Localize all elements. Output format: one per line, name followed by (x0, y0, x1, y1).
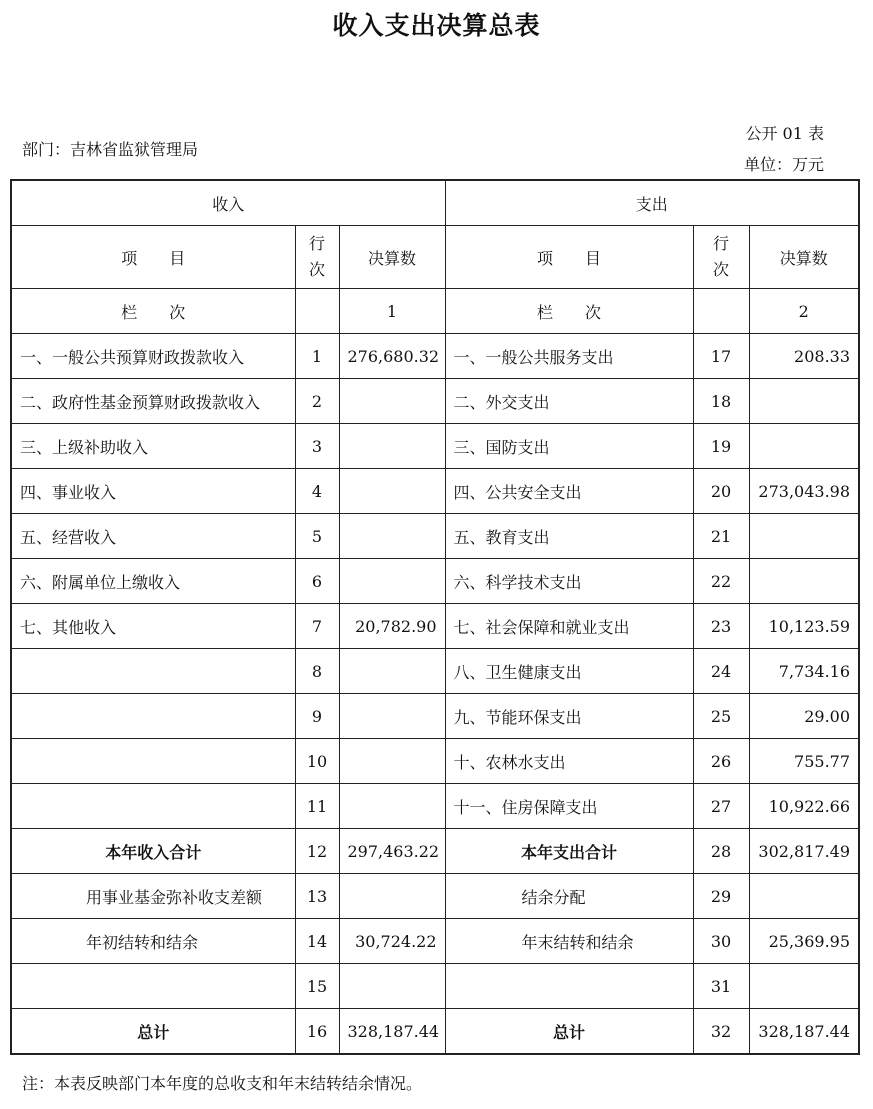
income-item: 用事业基金弥补收支差额 (11, 874, 295, 919)
expense-item (445, 964, 693, 1009)
table-row (11, 559, 859, 604)
income-amount (339, 739, 445, 784)
expense-amount (749, 559, 859, 604)
income-row-no: 14 (295, 919, 339, 964)
expense-amount: 29.00 (749, 694, 859, 739)
expense-row-no: 21 (693, 514, 749, 559)
expense-item: 结余分配 (445, 874, 693, 919)
income-row-no: 8 (295, 649, 339, 694)
income-row-no: 13 (295, 874, 339, 919)
table-row (11, 694, 859, 739)
income-amount (339, 784, 445, 829)
expense-amount: 25,369.95 (749, 919, 859, 964)
expense-item: 八、卫生健康支出 (445, 649, 693, 694)
total-row: 总计 16 328,187.44 总计 32 328,187.44 (11, 1009, 859, 1055)
table-row (11, 514, 859, 559)
expense-amount (749, 424, 859, 469)
expense-amount: 208.33 (749, 334, 859, 379)
income-amount (339, 424, 445, 469)
expense-amount: 273,043.98 (749, 469, 859, 514)
income-row-no: 7 (295, 604, 339, 649)
expense-row-no: 31 (693, 964, 749, 1009)
expense-amount: 10,922.66 (749, 784, 859, 829)
income-row-no: 2 (295, 379, 339, 424)
expense-item: 三、国防支出 (445, 424, 693, 469)
income-item (11, 649, 295, 694)
income-amount (339, 514, 445, 559)
income-item (11, 739, 295, 784)
income-item: 一、一般公共预算财政拨款收入 (11, 334, 295, 379)
income-row-no: 10 (295, 739, 339, 784)
income-amount (339, 874, 445, 919)
expense-item: 一、一般公共服务支出 (445, 334, 693, 379)
expense-row-no: 18 (693, 379, 749, 424)
footnote: 注：本表反映部门本年度的总收支和年末结转结余情况。 (22, 1074, 423, 1093)
income-header: 收入 (11, 180, 445, 226)
income-column-label: 栏 次 (11, 289, 295, 334)
expense-amount (749, 964, 859, 1009)
table-row (11, 919, 859, 964)
income-amount-header: 决算数 (339, 226, 445, 289)
expense-row-no-header: 行 次 (693, 226, 749, 289)
expense-item: 十、农林水支出 (445, 739, 693, 784)
table-row (11, 874, 859, 919)
table-row (11, 469, 859, 514)
income-item-header: 项 目 (11, 226, 295, 289)
subtotal-row: 本年收入合计 12 297,463.22 本年支出合计 28 302,817.49 (11, 829, 859, 874)
table-row (11, 379, 859, 424)
income-item: 三、上级补助收入 (11, 424, 295, 469)
income-row-no-header: 行 次 (295, 226, 339, 289)
expense-amount: 755.77 (749, 739, 859, 784)
expense-item: 二、外交支出 (445, 379, 693, 424)
income-amount: 276,680.32 (339, 334, 445, 379)
income-amount (339, 469, 445, 514)
income-amount (339, 964, 445, 1009)
expense-amount (749, 379, 859, 424)
expense-header: 支出 (445, 180, 859, 226)
budget-summary-table (10, 179, 860, 1055)
expense-amount (749, 514, 859, 559)
expense-item: 九、节能环保支出 (445, 694, 693, 739)
column-number-row (11, 289, 859, 334)
expense-item: 十一、住房保障支出 (445, 784, 693, 829)
expense-amount: 10,123.59 (749, 604, 859, 649)
expense-item: 六、科学技术支出 (445, 559, 693, 604)
income-row-no: 4 (295, 469, 339, 514)
section-header-row (11, 180, 859, 226)
form-number: 公开 01 表 (745, 124, 824, 143)
column-header-row (11, 226, 859, 289)
table-row (11, 334, 859, 379)
expense-column-number: 2 (749, 289, 859, 334)
expense-row-no: 22 (693, 559, 749, 604)
table-row (11, 739, 859, 784)
expense-row-no: 24 (693, 649, 749, 694)
income-item: 二、政府性基金预算财政拨款收入 (11, 379, 295, 424)
expense-item: 年末结转和结余 (445, 919, 693, 964)
table-row (11, 784, 859, 829)
expense-row-no: 25 (693, 694, 749, 739)
income-amount (339, 694, 445, 739)
expense-amount-header: 决算数 (749, 226, 859, 289)
income-row-no: 5 (295, 514, 339, 559)
unit-label: 单位：万元 (743, 155, 824, 174)
income-amount (339, 559, 445, 604)
expense-column-label: 栏 次 (445, 289, 693, 334)
table-row (11, 604, 859, 649)
expense-amount (749, 874, 859, 919)
income-amount: 30,724.22 (339, 919, 445, 964)
income-item (11, 964, 295, 1009)
expense-item: 七、社会保障和就业支出 (445, 604, 693, 649)
expense-row-no: 19 (693, 424, 749, 469)
income-item: 四、事业收入 (11, 469, 295, 514)
income-row-no: 1 (295, 334, 339, 379)
income-row-no: 11 (295, 784, 339, 829)
expense-item: 五、教育支出 (445, 514, 693, 559)
income-row-no: 9 (295, 694, 339, 739)
table-row (11, 424, 859, 469)
income-item: 年初结转和结余 (11, 919, 295, 964)
expense-row-no: 23 (693, 604, 749, 649)
income-row-no: 3 (295, 424, 339, 469)
expense-row-no: 20 (693, 469, 749, 514)
income-item: 五、经营收入 (11, 514, 295, 559)
table-row (11, 649, 859, 694)
expense-amount: 7,734.16 (749, 649, 859, 694)
income-row-no: 15 (295, 964, 339, 1009)
income-amount (339, 649, 445, 694)
income-item: 七、其他收入 (11, 604, 295, 649)
expense-item-header: 项 目 (445, 226, 693, 289)
income-row-no: 6 (295, 559, 339, 604)
income-item: 六、附属单位上缴收入 (11, 559, 295, 604)
expense-row-no: 27 (693, 784, 749, 829)
department-label: 部门：吉林省监狱管理局 (22, 140, 199, 159)
page-title: 收入支出决算总表 (332, 11, 541, 40)
expense-row-no: 30 (693, 919, 749, 964)
income-column-number: 1 (339, 289, 445, 334)
table-row (11, 964, 859, 1009)
income-amount (339, 379, 445, 424)
expense-row-no: 17 (693, 334, 749, 379)
income-amount: 20,782.90 (339, 604, 445, 649)
expense-row-no: 26 (693, 739, 749, 784)
income-item (11, 694, 295, 739)
expense-row-no: 29 (693, 874, 749, 919)
income-item (11, 784, 295, 829)
expense-item: 四、公共安全支出 (445, 469, 693, 514)
